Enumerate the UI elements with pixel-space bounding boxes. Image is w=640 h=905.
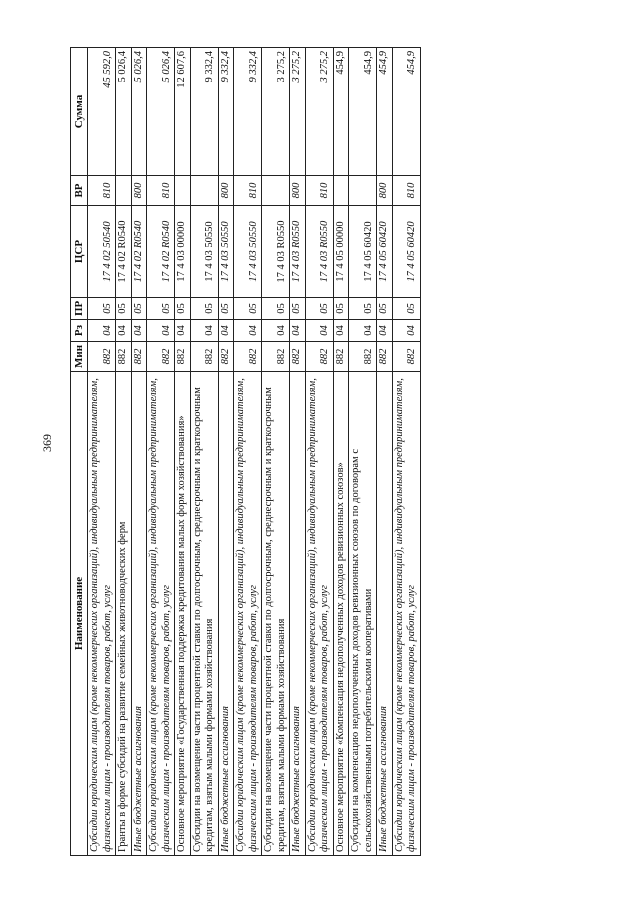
- cell-vr: [262, 176, 290, 206]
- table-row: [175, 48, 191, 856]
- cell-min: 882: [305, 342, 333, 372]
- cell-csr: 17 4 02 R0540: [147, 206, 175, 298]
- cell-rz: 04: [234, 320, 262, 342]
- cell-rz: 04: [305, 320, 333, 342]
- cell-min: 882: [175, 342, 191, 372]
- cell-sum: 3 275,2: [262, 48, 290, 176]
- cell-name: Основное мероприятие «Компенсация недополученных доходов ревизионных союзов»: [333, 372, 349, 856]
- cell-rz: 04: [377, 320, 393, 342]
- table-row: [88, 48, 116, 856]
- table-row: [262, 48, 290, 856]
- cell-name: Иные бюджетные ассигнования: [218, 372, 234, 856]
- cell-vr: 810: [234, 176, 262, 206]
- cell-pr: 05: [290, 298, 306, 320]
- table-row: [392, 48, 420, 856]
- cell-vr: 810: [88, 176, 116, 206]
- cell-name: Субсидии юридическим лицам (кроме некоммерческих организаций), индивидуальным предпринимателям, физическим лицам - производителям товаров, работ, услуг: [147, 372, 175, 856]
- header-min: Мин: [71, 342, 88, 372]
- cell-vr: 810: [392, 176, 420, 206]
- cell-rz: 04: [175, 320, 191, 342]
- cell-sum: 9 332,4: [218, 48, 234, 176]
- cell-rz: 04: [116, 320, 132, 342]
- cell-csr: 17 4 03 R0550: [305, 206, 333, 298]
- cell-csr: 17 4 03 50550: [218, 206, 234, 298]
- cell-name: Субсидии юридическим лицам (кроме некоммерческих организаций), индивидуальным предпринимателям, физическим лицам - производителям товаров, работ, услуг: [305, 372, 333, 856]
- cell-pr: 05: [392, 298, 420, 320]
- cell-sum: 454,9: [392, 48, 420, 176]
- cell-rz: 04: [290, 320, 306, 342]
- cell-sum: 454,9: [349, 48, 377, 176]
- cell-pr: 05: [305, 298, 333, 320]
- cell-rz: 04: [218, 320, 234, 342]
- cell-sum: 12 607,6: [175, 48, 191, 176]
- cell-name: Иные бюджетные ассигнования: [131, 372, 147, 856]
- cell-min: 882: [262, 342, 290, 372]
- header-pr: ПР: [71, 298, 88, 320]
- cell-pr: 05: [262, 298, 290, 320]
- cell-sum: 9 332,4: [234, 48, 262, 176]
- cell-vr: [333, 176, 349, 206]
- cell-vr: 810: [147, 176, 175, 206]
- cell-csr: 17 4 05 60420: [377, 206, 393, 298]
- cell-pr: 05: [131, 298, 147, 320]
- cell-rz: 04: [262, 320, 290, 342]
- cell-min: 882: [131, 342, 147, 372]
- cell-name: Субсидии юридическим лицам (кроме некоммерческих организаций), индивидуальным предпринимателям, физическим лицам - производителям товаров, работ, услуг: [88, 372, 116, 856]
- cell-pr: 05: [218, 298, 234, 320]
- table-row: [377, 48, 393, 856]
- cell-csr: 17 4 03 R0550: [290, 206, 306, 298]
- cell-sum: 5 026,4: [116, 48, 132, 176]
- cell-pr: 05: [349, 298, 377, 320]
- table-row: [131, 48, 147, 856]
- cell-sum: 9 332,4: [190, 48, 218, 176]
- cell-sum: 45 592,0: [88, 48, 116, 176]
- cell-csr: 17 4 03 50550: [234, 206, 262, 298]
- cell-min: 882: [392, 342, 420, 372]
- header-csr: ЦСР: [71, 206, 88, 298]
- cell-pr: 05: [377, 298, 393, 320]
- cell-rz: 04: [131, 320, 147, 342]
- table-row: [190, 48, 218, 856]
- cell-csr: 17 4 02 R0540: [131, 206, 147, 298]
- cell-min: 882: [116, 342, 132, 372]
- cell-rz: 04: [349, 320, 377, 342]
- cell-rz: 04: [190, 320, 218, 342]
- cell-name: Субсидии юридическим лицам (кроме некоммерческих организаций), индивидуальным предпринимателям, физическим лицам - производителям товаров, работ, услуг: [392, 372, 420, 856]
- cell-min: 882: [349, 342, 377, 372]
- cell-vr: [175, 176, 191, 206]
- cell-name: Субсидии юридическим лицам (кроме некоммерческих организаций), индивидуальным предпринимателям, физическим лицам - производителям товаров, работ, услуг: [234, 372, 262, 856]
- cell-rz: 04: [392, 320, 420, 342]
- cell-min: 882: [333, 342, 349, 372]
- cell-min: 882: [218, 342, 234, 372]
- table-row: [290, 48, 306, 856]
- cell-name: Гранты в форме субсидий на развитие семейных животноводческих ферм: [116, 372, 132, 856]
- cell-min: 882: [234, 342, 262, 372]
- cell-name: Субсидии на возмещение части процентной ставки по долгосрочным, среднесрочным и краткосрочным кредитам, взятым малыми формами хозяйствования: [262, 372, 290, 856]
- page-number: 369: [40, 434, 54, 452]
- cell-name: Иные бюджетные ассигнования: [377, 372, 393, 856]
- cell-csr: 17 4 05 60420: [392, 206, 420, 298]
- table-row: [305, 48, 333, 856]
- cell-sum: 5 026,4: [131, 48, 147, 176]
- cell-min: 882: [88, 342, 116, 372]
- cell-vr: [190, 176, 218, 206]
- cell-name: Субсидии на возмещение части процентной ставки по долгосрочным, среднесрочным и краткосрочным кредитам, взятым малыми формами хозяйствования: [190, 372, 218, 856]
- cell-pr: 05: [333, 298, 349, 320]
- table-row: [147, 48, 175, 856]
- header-sum: Сумма: [71, 48, 88, 176]
- cell-min: 882: [190, 342, 218, 372]
- header-rz: Рз: [71, 320, 88, 342]
- cell-pr: 05: [88, 298, 116, 320]
- cell-vr: 800: [290, 176, 306, 206]
- cell-csr: 17 4 05 00000: [333, 206, 349, 298]
- cell-sum: 454,9: [377, 48, 393, 176]
- cell-pr: 05: [116, 298, 132, 320]
- cell-pr: 05: [234, 298, 262, 320]
- cell-vr: 800: [218, 176, 234, 206]
- header-name: Наименование: [71, 372, 88, 856]
- table-body: [88, 48, 421, 856]
- cell-name: Основное мероприятие «Государственная поддержка кредитования малых форм хозяйствования»: [175, 372, 191, 856]
- cell-name: Иные бюджетные ассигнования: [290, 372, 306, 856]
- cell-pr: 05: [175, 298, 191, 320]
- cell-vr: 800: [377, 176, 393, 206]
- cell-vr: 810: [305, 176, 333, 206]
- cell-csr: 17 4 02 50540: [88, 206, 116, 298]
- cell-name: Субсидии на компенсацию недополученных доходов ревизионных союзов по договорам с сельскохозяйственными потребительскими кооперативами: [349, 372, 377, 856]
- cell-rz: 04: [147, 320, 175, 342]
- cell-csr: 17 4 02 R0540: [116, 206, 132, 298]
- cell-vr: [116, 176, 132, 206]
- table-row: [218, 48, 234, 856]
- budget-table: [70, 47, 421, 856]
- cell-csr: 17 4 03 00000: [175, 206, 191, 298]
- cell-sum: 3 275,2: [305, 48, 333, 176]
- table-row: [116, 48, 132, 856]
- cell-pr: 05: [147, 298, 175, 320]
- cell-sum: 3 275,2: [290, 48, 306, 176]
- cell-vr: 800: [131, 176, 147, 206]
- cell-csr: 17 4 05 60420: [349, 206, 377, 298]
- cell-min: 882: [147, 342, 175, 372]
- header-vr: ВР: [71, 176, 88, 206]
- cell-min: 882: [377, 342, 393, 372]
- cell-vr: [349, 176, 377, 206]
- rotated-table-container: [70, 48, 598, 856]
- cell-rz: 04: [88, 320, 116, 342]
- table-row: [333, 48, 349, 856]
- table-row: [349, 48, 377, 856]
- cell-sum: 5 026,4: [147, 48, 175, 176]
- cell-sum: 454,9: [333, 48, 349, 176]
- table-header-row: [71, 48, 88, 856]
- cell-rz: 04: [333, 320, 349, 342]
- table-row: [234, 48, 262, 856]
- cell-min: 882: [290, 342, 306, 372]
- cell-pr: 05: [190, 298, 218, 320]
- cell-csr: 17 4 03 R0550: [262, 206, 290, 298]
- cell-csr: 17 4 03 50550: [190, 206, 218, 298]
